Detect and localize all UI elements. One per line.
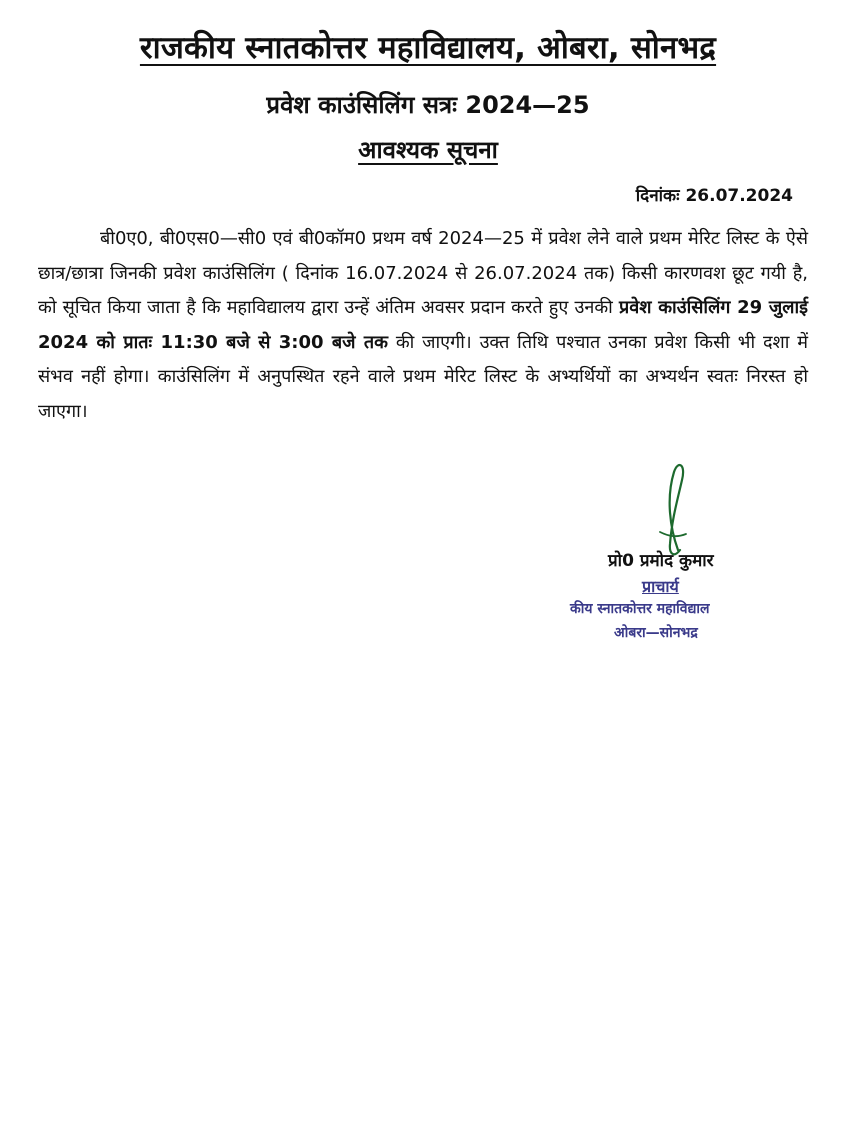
notice-date — [636, 183, 793, 206]
stamp-place: ओबरा—सोनभद्र — [614, 625, 698, 641]
date-label: दिनांकः — [635, 186, 680, 206]
official-stamp — [566, 573, 796, 653]
college-title-text: राजकीय स्नातकोत्तर महाविद्यालय, ओबरा, सोनभद्र — [139, 30, 717, 66]
stamp-college: कीय स्नातकोत्तर महाविद्याल — [570, 601, 710, 617]
session-heading: प्रवेश काउंसिलिंग सत्रः 2024—25 — [266, 91, 590, 119]
notice-body — [38, 222, 808, 429]
notice-heading — [0, 133, 856, 166]
date-value: 26.07.2024 — [685, 186, 793, 206]
college-title — [0, 26, 856, 68]
body-text-part-2: की जाएगी। उक्त तिथि पश्चात उनका प्रवेश किसी भी दशा में संभव नहीं होगा। काउंसिलिंग में अनुपस्थित रहने वाले प्रथम मेरिट लिस्ट के अभ्यर्थियों का अभ्यर्थन स्वतः निरस्त हो जाएगा। — [38, 331, 808, 422]
stamp-role: प्राचार्य — [642, 577, 679, 596]
signer-name: प्रो0 प्रमोद कुमार — [608, 551, 714, 571]
body-text-bold: प्रवेश काउंसिलिंग 29 जुलाई 2024 को प्रातः 11:30 बजे से 3:00 बजे तक — [38, 297, 808, 353]
notice-heading-text: आवश्यक सूचना — [358, 136, 498, 164]
body-text-part-1: बी0ए0, बी0एस0—सी0 एवं बी0कॉम0 प्रथम वर्ष 2024—25 में प्रवेश लेने वाले प्रथम मेरिट लिस्ट के ऐसे छात्र/छात्रा जिनकी प्रवेश काउंसिलिंग ( दिनांक 16.07.2024 से 26.07.2024 तक) किसी कारणवश छूट गयी है, को सूचित किया जाता है कि महाविद्यालय द्वारा उन्हें अंतिम अवसर प्रदान करते हुए उनकी — [38, 228, 808, 318]
